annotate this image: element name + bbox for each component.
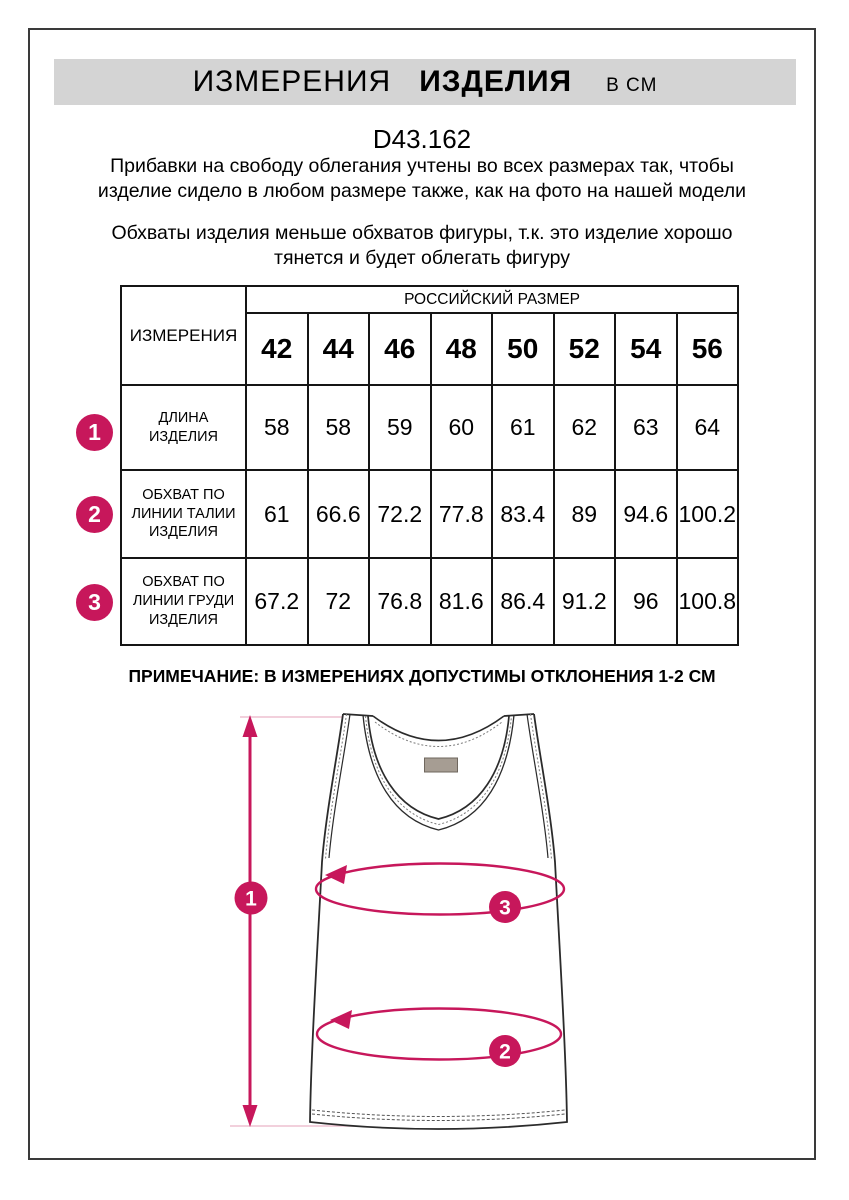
value-cell: 66.6 bbox=[308, 470, 370, 558]
value-cell: 72 bbox=[308, 558, 370, 645]
row-number-badge-2: 2 bbox=[76, 496, 113, 533]
value-cell: 59 bbox=[369, 385, 431, 470]
value-cell: 58 bbox=[246, 385, 308, 470]
value-cell: 89 bbox=[554, 470, 616, 558]
neck-label-tag bbox=[425, 758, 458, 772]
value-cell: 100.8 bbox=[677, 558, 739, 645]
size-table bbox=[120, 285, 739, 646]
value-cell: 63 bbox=[615, 385, 677, 470]
title-bar bbox=[54, 59, 796, 105]
value-cell: 64 bbox=[677, 385, 739, 470]
table-row-waist bbox=[121, 470, 738, 558]
row-label: ДЛИНА ИЗДЕЛИЯ bbox=[121, 385, 246, 470]
value-cell: 91.2 bbox=[554, 558, 616, 645]
title-word-product: ИЗДЕЛИЯ bbox=[419, 65, 573, 98]
value-cell: 61 bbox=[246, 470, 308, 558]
value-cell: 100.2 bbox=[677, 470, 739, 558]
size-cell: 50 bbox=[492, 313, 554, 385]
table-header-group-row bbox=[121, 286, 738, 313]
size-cell: 56 bbox=[677, 313, 739, 385]
value-cell: 58 bbox=[308, 385, 370, 470]
size-cell: 54 bbox=[615, 313, 677, 385]
diagram-badge-1: 1 bbox=[245, 887, 257, 911]
title-word-measurements: ИЗМЕРЕНИЯ bbox=[192, 65, 392, 98]
size-cell: 46 bbox=[369, 313, 431, 385]
value-cell: 62 bbox=[554, 385, 616, 470]
page-border-frame bbox=[28, 28, 816, 1160]
title-unit-cm: В СМ bbox=[606, 75, 658, 96]
intro-paragraph-fit: Прибавки на свободу облегания учтены во всех размерах так, чтобы изделие сидело в любом размере также, как на фото на нашей модели bbox=[97, 155, 747, 202]
model-code: D43.162 bbox=[372, 124, 472, 154]
intro-paragraph-stretch: Обхваты изделия меньше обхватов фигуры, т.к. это изделие хорошо тянется и будет облегать фигуру bbox=[111, 222, 733, 269]
measurements-header-cell: ИЗМЕРЕНИЯ bbox=[121, 286, 246, 385]
row-number-badge-3: 3 bbox=[76, 584, 113, 621]
value-cell: 81.6 bbox=[431, 558, 493, 645]
tank-top-body bbox=[310, 714, 567, 1129]
size-cell: 44 bbox=[308, 313, 370, 385]
value-cell: 67.2 bbox=[246, 558, 308, 645]
tank-top-diagram bbox=[227, 707, 602, 1152]
value-cell: 96 bbox=[615, 558, 677, 645]
row-label: ОБХВАТ ПО ЛИНИИ ГРУДИ ИЗДЕЛИЯ bbox=[121, 558, 246, 645]
size-cell: 52 bbox=[554, 313, 616, 385]
length-arrowhead-bottom bbox=[243, 1105, 258, 1127]
row-number-badge-1: 1 bbox=[76, 414, 113, 451]
diagram-badge-2: 2 bbox=[499, 1040, 511, 1064]
value-cell: 61 bbox=[492, 385, 554, 470]
russian-size-header-cell: РОССИЙСКИЙ РАЗМЕР bbox=[246, 286, 738, 313]
value-cell: 77.8 bbox=[431, 470, 493, 558]
value-cell: 94.6 bbox=[615, 470, 677, 558]
value-cell: 86.4 bbox=[492, 558, 554, 645]
tolerance-note: ПРИМЕЧАНИЕ: В ИЗМЕРЕНИЯХ ДОПУСТИМЫ ОТКЛОНЕНИЯ 1-2 СМ bbox=[128, 666, 716, 686]
size-cell: 42 bbox=[246, 313, 308, 385]
diagram-badge-3: 3 bbox=[499, 896, 511, 920]
row-label: ОБХВАТ ПО ЛИНИИ ТАЛИИ ИЗДЕЛИЯ bbox=[121, 470, 246, 558]
table-row-chest bbox=[121, 558, 738, 645]
value-cell: 60 bbox=[431, 385, 493, 470]
table-row-length bbox=[121, 385, 738, 470]
value-cell: 72.2 bbox=[369, 470, 431, 558]
length-arrowhead-top bbox=[243, 715, 258, 737]
value-cell: 83.4 bbox=[492, 470, 554, 558]
value-cell: 76.8 bbox=[369, 558, 431, 645]
size-cell: 48 bbox=[431, 313, 493, 385]
